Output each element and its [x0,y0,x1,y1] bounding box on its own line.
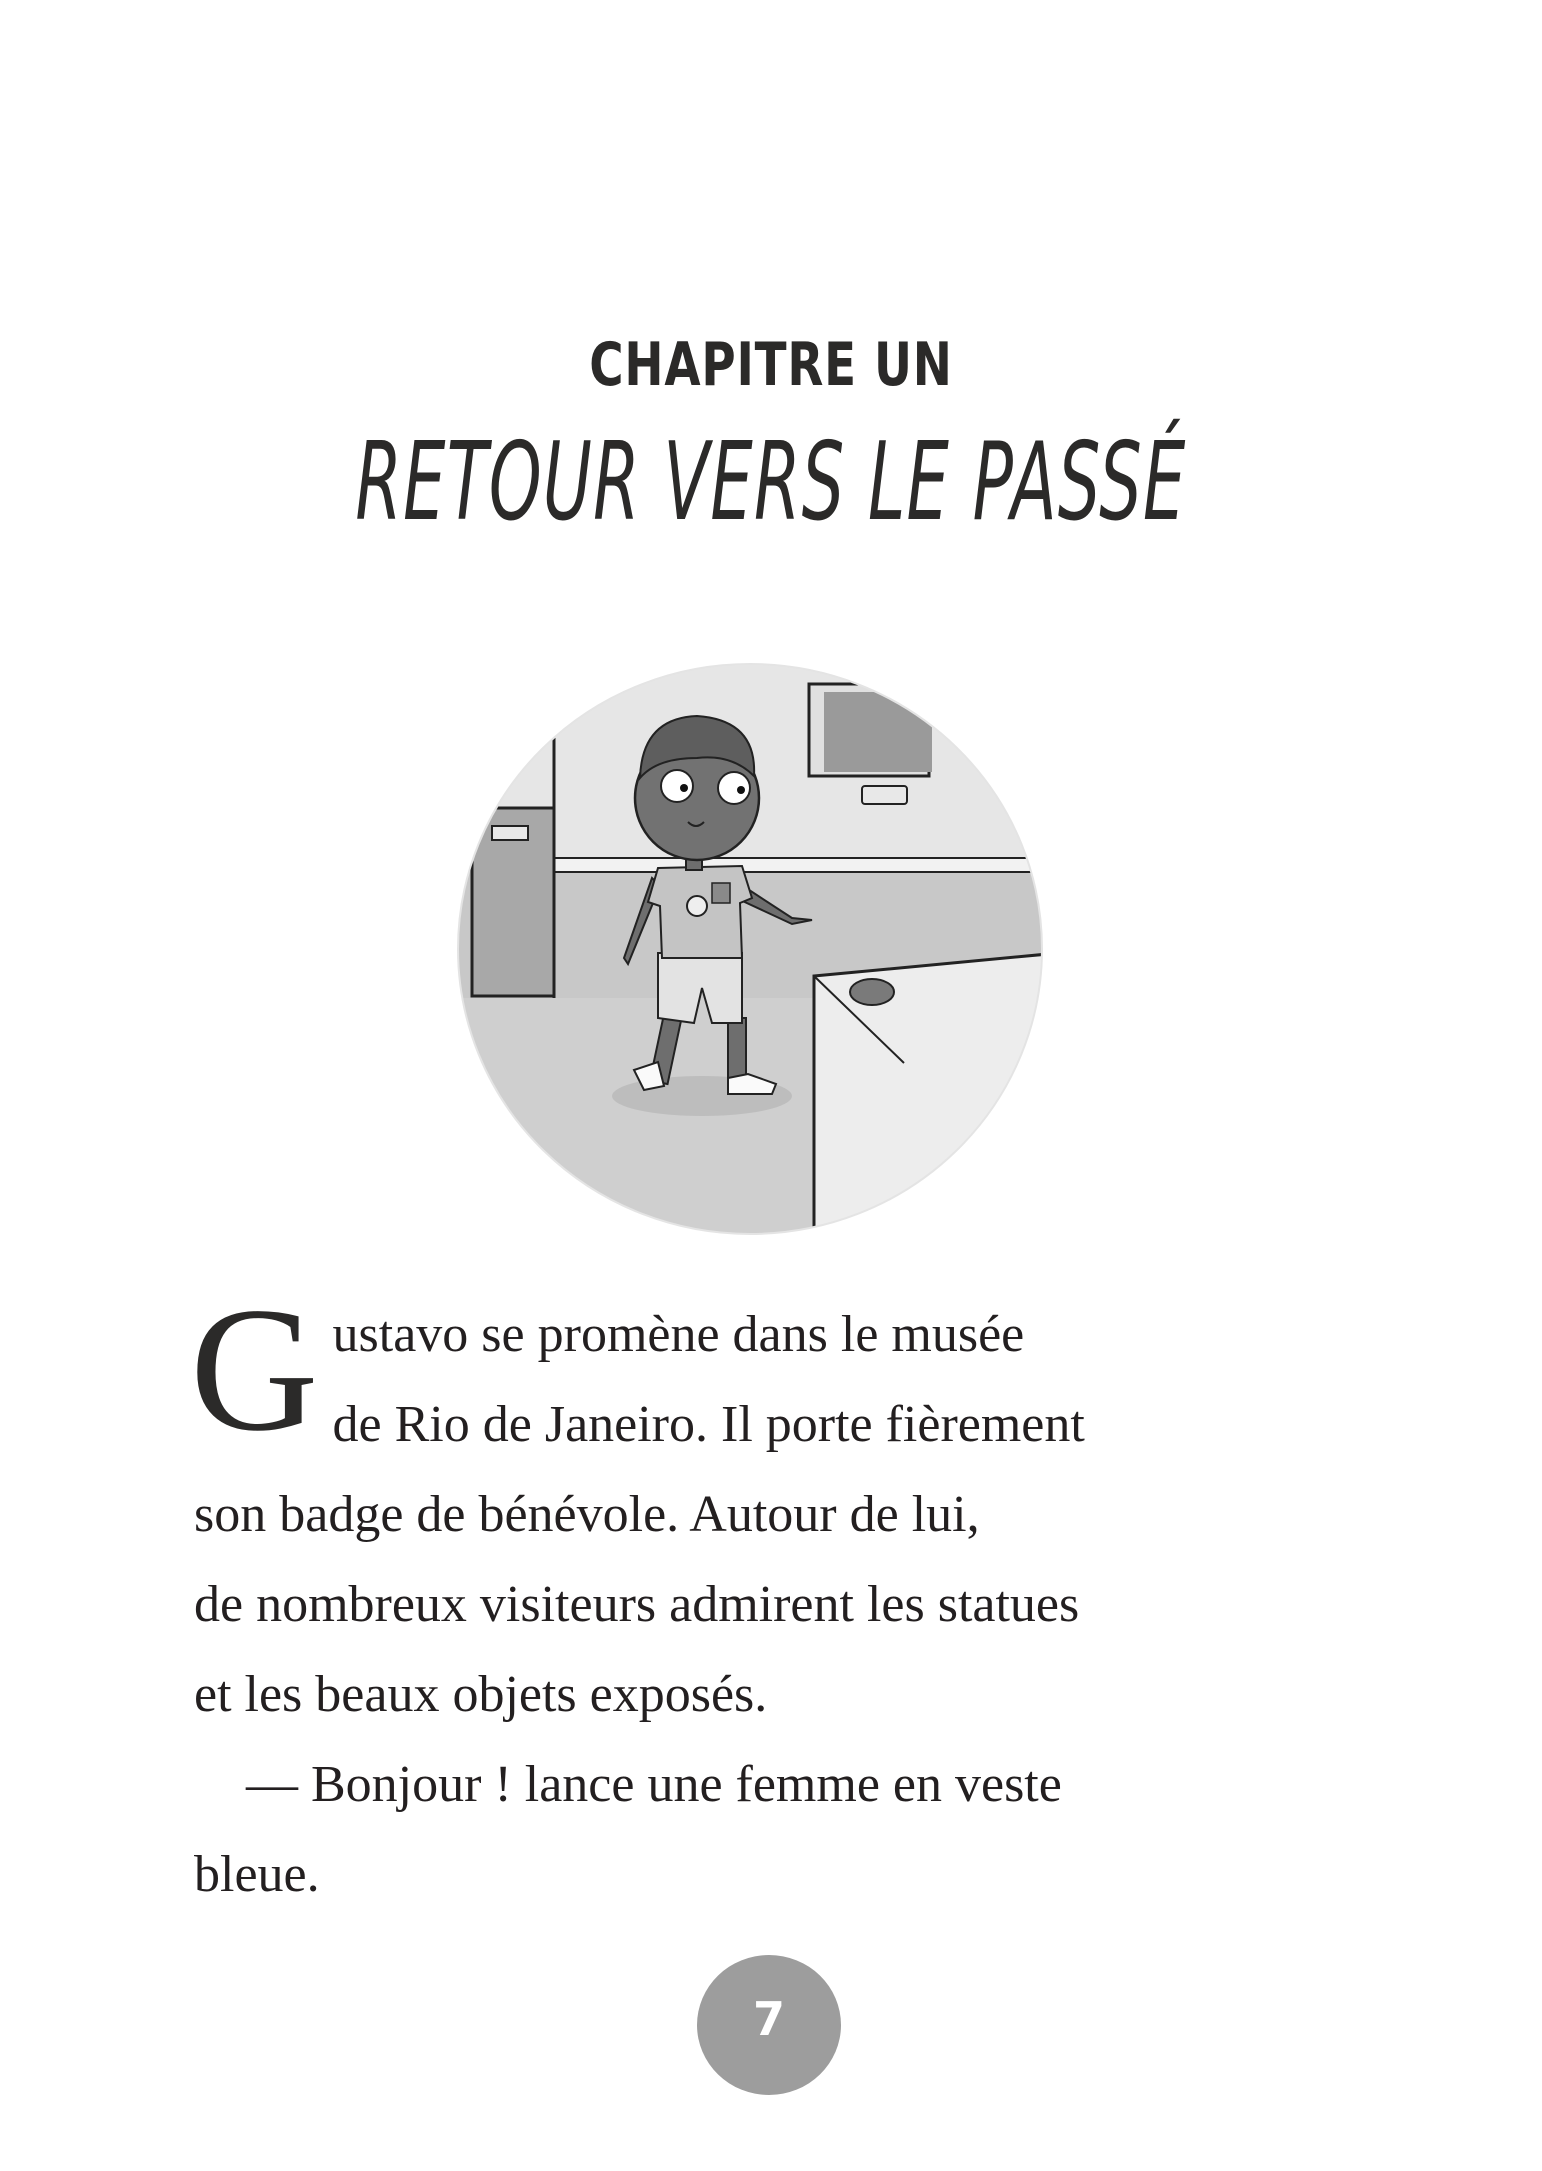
body-line-6-dialogue: — Bonjour ! lance une femme en veste [246,1756,1062,1813]
body-line-4: de nombreux visiteurs admirent les statues [194,1576,1080,1633]
museum-boy-illustration [452,658,1048,1240]
page-number-badge [697,1955,841,2095]
chapter-title: RETOUR VERS LE PASSÉ [355,420,1187,545]
body-line-2: de Rio de Janeiro. Il porte fièrement [332,1396,1085,1453]
body-line-5: et les beaux objets exposés. [194,1666,768,1723]
body-line-7: bleue. [194,1846,320,1903]
page-number: 7 [752,1992,785,2046]
body-line-1: ustavo se promène dans le musée [332,1306,1025,1363]
chapter-label: CHAPITRE UN [589,330,953,400]
chapter-body [190,1270,1344,1920]
drop-cap: G [190,1270,319,1468]
body-line-3: son badge de bénévole. Autour de lui, [194,1486,980,1543]
